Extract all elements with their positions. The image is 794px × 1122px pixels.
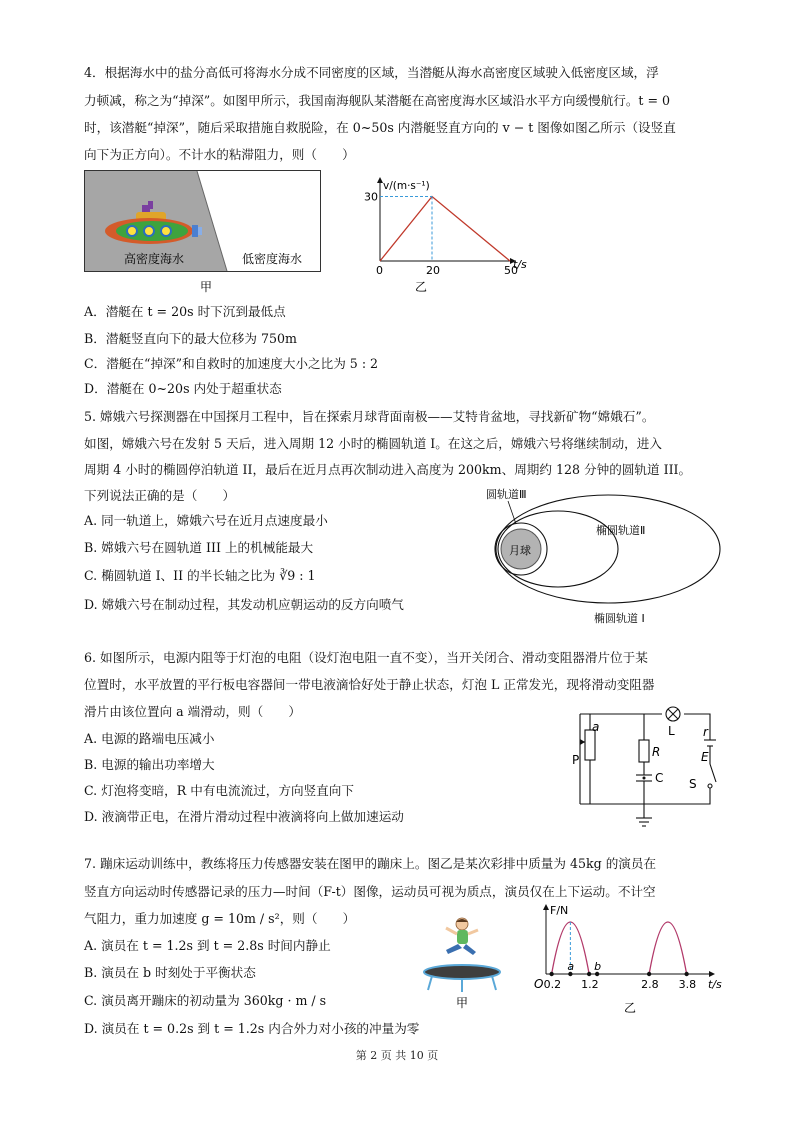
ft-xtick-label: 0.2 bbox=[543, 978, 562, 991]
ft-point-label: a bbox=[567, 960, 575, 973]
vt-xtick-label: 50 bbox=[504, 264, 518, 277]
internal-r-label: r bbox=[703, 725, 708, 739]
vt-xlabel: t/s bbox=[513, 258, 527, 271]
q7-option-c: C. 演员离开蹦床的初动量为 360kg · m / s bbox=[84, 993, 327, 1008]
trampoline-figure bbox=[418, 914, 508, 1014]
q6-option-a: A. 电源的路端电压减小 bbox=[84, 731, 215, 746]
fig-yi-caption: 乙 bbox=[415, 280, 428, 294]
rheostat-a-label: a bbox=[592, 720, 600, 734]
gymnast-icon bbox=[446, 918, 478, 955]
q5-option-d: D. 嫦娥六号在制动过程，其发动机应朝运动的反方向喷气 bbox=[84, 597, 404, 612]
ft-origin: O bbox=[534, 977, 544, 991]
circuit-figure bbox=[560, 702, 730, 834]
ft-point bbox=[684, 972, 688, 976]
ft-xtick-label: 3.8 bbox=[678, 978, 697, 991]
q4-option-a: A．潜艇在 t = 20s 时下沉到最低点 bbox=[84, 304, 286, 319]
switch-s-label: S bbox=[689, 777, 697, 791]
vt-ytick-label: 30 bbox=[364, 190, 378, 204]
q6-line-1: 6. 如图所示，电源内阻等于灯泡的电阻（设灯泡电阻一直不变），当开关闭合、滑动变阻器滑片位于某 bbox=[84, 650, 648, 665]
ft-point bbox=[647, 972, 651, 976]
lamp-l-label: L bbox=[668, 724, 675, 738]
q5-option-b: B. 嫦娥六号在圆轨道 III 上的机械能最大 bbox=[84, 540, 314, 555]
high-density-label: 高密度海水 bbox=[124, 252, 185, 266]
orbit1-label: 椭圆轨道 I bbox=[594, 612, 645, 625]
vt-xtick-label: 0 bbox=[376, 264, 383, 277]
resistor-r-label: R bbox=[652, 745, 661, 759]
q5-line-4: 下列说法正确的是（ ） bbox=[84, 488, 236, 503]
ft-ylabel: F/N bbox=[550, 904, 569, 917]
trampoline-icon bbox=[424, 965, 500, 979]
q4-line-2: 力顿减，称之为“掉深”。如图甲所示，我国南海舰队某潜艇在高密度海水区域沿水平方向缓慢航行。t = 0 bbox=[84, 93, 671, 108]
vt-chart bbox=[355, 170, 535, 298]
orbit3-label: 圆轨道Ⅲ bbox=[486, 488, 527, 501]
q6-option-d: D. 液滴带正电，在滑片滑动过程中液滴将向上做加速运动 bbox=[84, 809, 404, 824]
capacitor-c-label: C bbox=[655, 771, 664, 785]
ft-chart bbox=[528, 900, 728, 1018]
q4-line-3: 时，该潜艇“掉深”，随后采取措施自救脱险，在 0~50s 内潜艇竖直方向的 v − t 图像如图乙所示（设竖直 bbox=[84, 120, 676, 135]
q4-line-4: 向下为正方向）。不计水的粘滞阻力，则（ ） bbox=[84, 147, 355, 162]
submarine-figure bbox=[84, 170, 324, 298]
q7-option-d: D. 演员在 t = 0.2s 到 t = 1.2s 内合外力对小孩的冲量为零 bbox=[84, 1021, 420, 1036]
q5-line-3: 周期 4 小时的椭圆停泊轨道 II，最后在近月点再次制动进入高度为 200km、周期约 128 分钟的圆轨道 III。 bbox=[84, 462, 692, 477]
ft-series-arch bbox=[649, 922, 687, 974]
ft-point-label: b bbox=[594, 960, 602, 973]
vt-series-line bbox=[380, 197, 510, 262]
fig7-jia-caption: 甲 bbox=[456, 996, 469, 1010]
q6-option-c: C. 灯泡将变暗，R 中有电流流过，方向竖直向下 bbox=[84, 783, 354, 798]
ft-point bbox=[587, 972, 591, 976]
q7-line-1: 7. 蹦床运动训练中，教练将压力传感器安装在图甲的蹦床上。图乙是某次彩排中质量为 45kg 的演员在 bbox=[84, 856, 657, 871]
q4-line-1: 4．根据海水中的盐分高低可将海水分成不同密度的区域，当潜艇从海水高密度区域驶入低密度区域，浮 bbox=[84, 65, 659, 80]
fig7-yi-caption: 乙 bbox=[624, 1001, 637, 1015]
orbit2-label: 椭圆轨道Ⅱ bbox=[596, 524, 646, 537]
q5-line-2: 如图，嫦娥六号在发射 5 天后，进入周期 12 小时的椭圆轨道 I。在这之后，嫦娥六号将继续制动，进入 bbox=[84, 436, 662, 451]
resistor-r bbox=[639, 740, 649, 762]
rheostat bbox=[585, 730, 595, 760]
ft-xlabel: t/s bbox=[708, 978, 722, 991]
q7-line-3: 气阻力，重力加速度 g = 10m / s²，则（ ） bbox=[84, 911, 356, 926]
q5-line-1: 5. 嫦娥六号探测器在中国探月工程中，旨在探索月球背面南极——艾特肯盆地，寻找新矿物“嫦娥石”。 bbox=[84, 409, 655, 424]
vt-ylabel: v/(m·s⁻¹) bbox=[383, 180, 430, 192]
emf-e-label: E bbox=[701, 750, 709, 764]
q6-option-b: B. 电源的输出功率增大 bbox=[84, 757, 215, 772]
q6-line-3: 滑片由该位置向 a 端滑动，则（ ） bbox=[84, 704, 302, 719]
q7-option-a: A. 演员在 t = 1.2s 到 t = 2.8s 时间内静止 bbox=[84, 938, 331, 953]
q7-line-2: 竖直方向运动时传感器记录的压力—时间（F-t）图像，运动员可视为质点，演员仅在上下运动。不计空 bbox=[84, 884, 656, 899]
vt-xtick-label: 20 bbox=[426, 264, 440, 277]
q5-option-c: C. 椭圆轨道 I、II 的半长轴之比为 ∛9 : 1 bbox=[84, 568, 316, 583]
fig-jia-caption: 甲 bbox=[200, 280, 213, 294]
moon-label: 月球 bbox=[509, 544, 531, 557]
page-footer: 第 2 页 共 10 页 bbox=[355, 1049, 439, 1062]
ft-point bbox=[549, 972, 553, 976]
low-density-label: 低密度海水 bbox=[242, 252, 303, 266]
q5-option-a: A. 同一轨道上，嫦娥六号在近月点速度最小 bbox=[84, 513, 328, 528]
ft-xtick-label: 2.8 bbox=[641, 978, 659, 991]
q6-line-2: 位置时，水平放置的平行板电容器间一带电液滴恰好处于静止状态，灯泡 L 正常发光，现将滑动变阻器 bbox=[84, 677, 655, 692]
orbit-figure bbox=[478, 484, 728, 628]
ft-xtick-label: 1.2 bbox=[581, 978, 599, 991]
q4-option-c: C．潜艇在“掉深”和自救时的加速度大小之比为 5 : 2 bbox=[84, 356, 379, 371]
q4-option-d: D．潜艇在 0~20s 内处于超重状态 bbox=[84, 381, 282, 396]
q4-option-b: B．潜艇竖直向下的最大位移为 750m bbox=[84, 331, 297, 346]
q7-option-b: B. 演员在 b 时刻处于平衡状态 bbox=[84, 965, 256, 980]
slider-p-label: P bbox=[572, 753, 580, 767]
